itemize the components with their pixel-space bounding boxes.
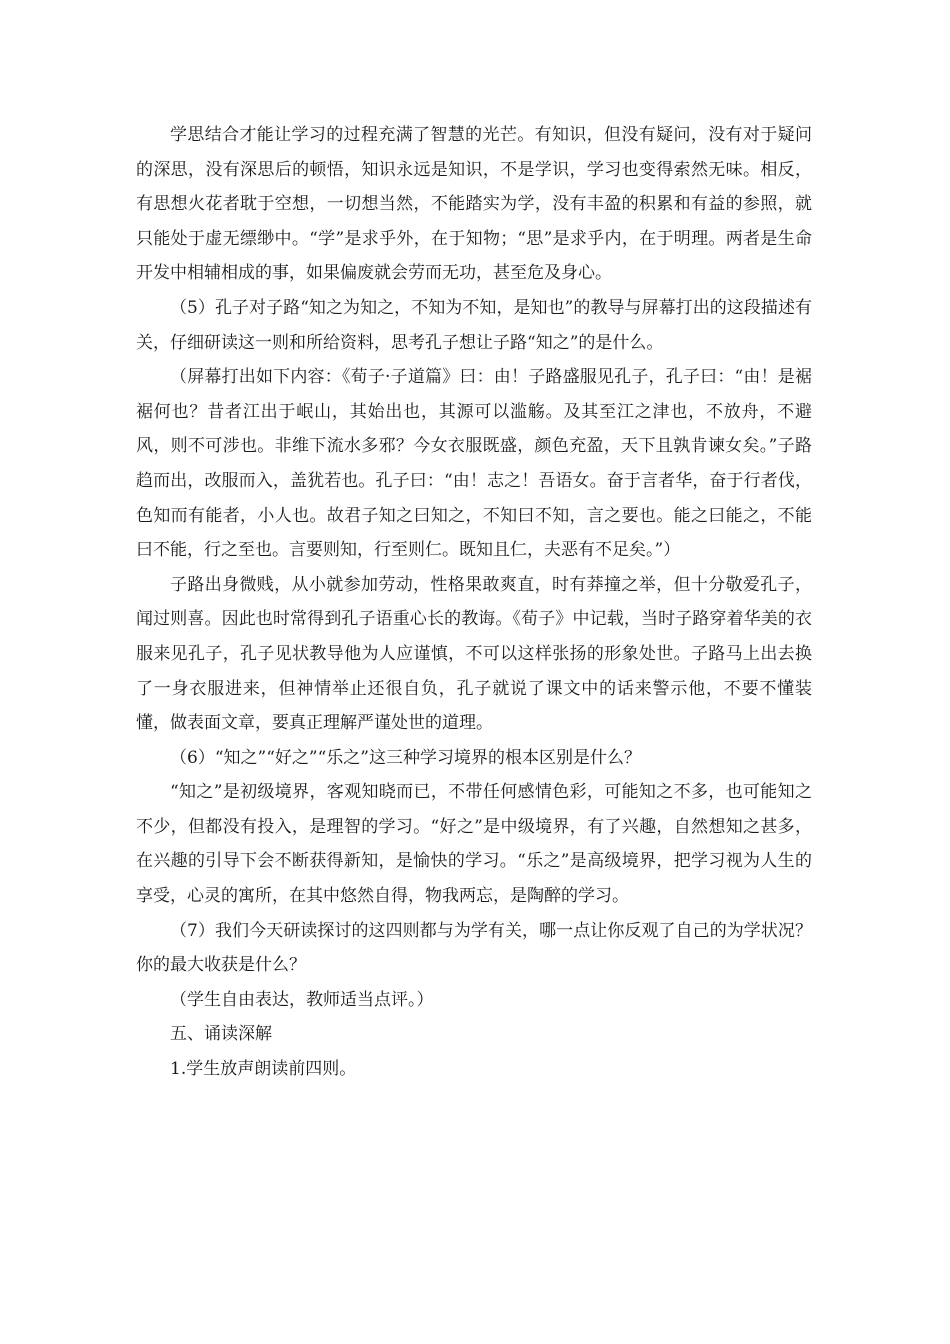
section-heading-recitation: 五、诵读深解 <box>170 1024 272 1045</box>
paragraph-screen-xunzi: （屏幕打出如下内容：《荀子·子道篇》曰：由！子路盛服见孔子，孔子曰：“由！是裾裾何也？昔者江出于岷山，其始出也，其源可以滥觞。及其至江之津也，不放舟，不避风，则不可涉也。非维下流水多邪？今女衣服既盛，颜色充盈，天下且孰肯谏女矣。”子路趋而出，改服而入，盖犹若也。孔子曰：“由！志之！吾语女。奋于言者华，奋于行者伐，色知而有能者，小人也。故君子知之曰知之，不知曰不知，言之要也。能之曰能之，不能曰不能，行之至也。言要则知，行至则仁。既知且仁，夫恶有不足矣。”） <box>136 367 812 561</box>
paragraph-question-6: （6）“知之”“好之”“乐之”这三种学习境界的根本区别是什么？ <box>170 747 641 768</box>
paragraph-question-5: （5）孔子对子路“知之为知之，不知为不知，是知也”的教导与屏幕打出的这段描述有关，仔细研读这一则和所给资料，思考孔子想让子路“知之”的是什么。 <box>136 297 812 353</box>
paragraph-student-expression: （学生自由表达，教师适当点评。） <box>170 989 434 1010</box>
paragraph-question-7: （7）我们今天研读探讨的这四则都与为学有关，哪一点让你反观了自己的为学状况？你的最大收获是什么？ <box>136 920 812 976</box>
paragraph-three-realms: “知之”是初级境界，客观知晓而已，不带任何感情色彩，可能知之不多，也可能知之不少，但都没有投入，是理智的学习。“好之”是中级境界，有了兴趣，自然想知之甚多，在兴趣的引导下会不断获得新知，是愉快的学习。“乐之”是高级境界，把学习视为人生的享受，心灵的寓所，在其中悠然自得，物我两忘，是陶醉的学习。 <box>136 782 812 907</box>
paragraph-learning-thinking: 学思结合才能让学习的过程充满了智慧的光芒。有知识，但没有疑问，没有对于疑问的深思，没有深思后的顿悟，知识永远是知识，不是学识，学习也变得索然无味。相反，有思想火花者耽于空想，一切想当然，不能踏实为学，没有丰盈的积累和有益的参照，就只能处于虚无缥缈中。“学”是求乎外，在于知物；“思”是求乎内，在于明理。两者是生命开发中相辅相成的事，如果偏废就会劳而无功，甚至危及身心。 <box>136 125 812 284</box>
document-body <box>136 118 812 1087</box>
list-item-read-aloud: 1.学生放声朗读前四则。 <box>170 1059 357 1080</box>
paragraph-zilu-background: 子路出身微贱，从小就参加劳动，性格果敢爽直，时有莽撞之举，但十分敬爱孔子，闻过则喜。因此也时常得到孔子语重心长的教诲。《荀子》中记载，当时子路穿着华美的衣服来见孔子，孔子见状教导他为人应谨慎，不可以这样张扬的形象处世。子路马上出去换了一身衣服进来，但神情举止还很自负，孔子就说了课文中的话来警示他，不要不懂装懂，做表面文章，要真正理解严谨处世的道理。 <box>136 574 812 734</box>
